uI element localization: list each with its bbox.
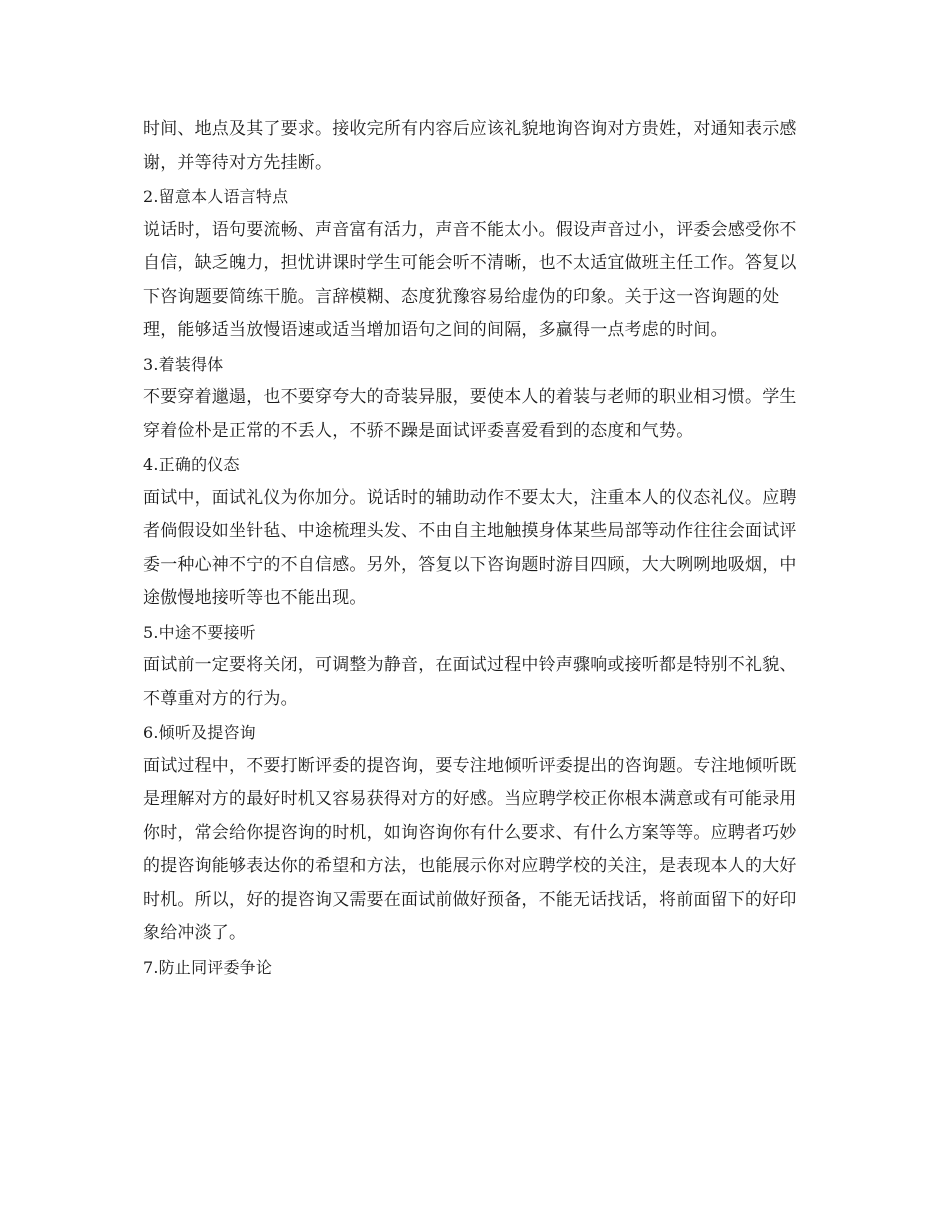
section-heading-6: 6.倾听及提咨询 bbox=[143, 723, 256, 742]
section-heading-4: 4.正确的仪态 bbox=[143, 455, 240, 474]
section-heading-3: 3.着装得体 bbox=[143, 354, 224, 374]
paragraph-phone: 面试前一定要将关闭，可调整为静音，在面试过程中铃声骤响或接听都是特别不礼貌、不尊重对方的行为。 bbox=[143, 655, 797, 709]
section-heading-5: 5.中途不要接听 bbox=[143, 622, 256, 642]
paragraph-intro-continuation: 时间、地点及其了要求。接收完所有内容后应该礼貌地询咨询对方贵姓，对通知表示感谢，并等待对方先挂断。 bbox=[143, 119, 797, 173]
paragraph-dress: 不要穿着邋遢，也不要穿夸大的奇装异服，要使本人的着装与老师的职业相习惯。学生穿着俭朴是正常的不丢人，不骄不躁是面试评委喜爱看到的态度和气势。 bbox=[143, 387, 797, 441]
paragraph-language: 说话时，语句要流畅、声音富有活力，声音不能太小。假设声音过小，评委会感受你不自信，缺乏魄力，担忧讲课时学生可能会听不清晰，也不太适宜做班主任工作。答复以下咨询题要简练干脆。言辞模糊、态度犹豫容易给虚伪的印象。关于这一咨询题的处理，能够适当放慢语速或适当增加语句之间的间隔，多赢得一点考虑的时间。 bbox=[143, 219, 797, 340]
section-heading-7: 7.防止同评委争论 bbox=[143, 957, 273, 977]
paragraph-posture: 面试中，面试礼仪为你加分。说话时的辅助动作不要太大，注重本人的仪态礼仪。应聘者倘假设如坐针毡、中途梳理头发、不由自主地触摸身体某些局部等动作往往会面试评委一种心神不宁的不自信感。另外，答复以下咨询题时游目四顾，大大咧咧地吸烟，中途傲慢地接听等也不能出现。 bbox=[143, 487, 797, 608]
document-body bbox=[143, 113, 803, 984]
paragraph-listening: 面试过程中，不要打断评委的提咨询，要专注地倾听评委提出的咨询题。专注地倾听既是理解对方的最好时机又容易获得对方的好感。当应聘学校正你根本满意或有可能录用你时，常会给你提咨询的时机，如询咨询你有什么要求、有什么方案等等。应聘者巧妙的提咨询能够表达你的希望和方法，也能展示你对应聘学校的关注，是表现本人的大好时机。所以，好的提咨询又需要在面试前做好预备，不能无话找话，将前面留下的好印象给冲淡了。 bbox=[143, 755, 797, 943]
section-heading-2: 2.留意本人语言特点 bbox=[143, 187, 289, 206]
